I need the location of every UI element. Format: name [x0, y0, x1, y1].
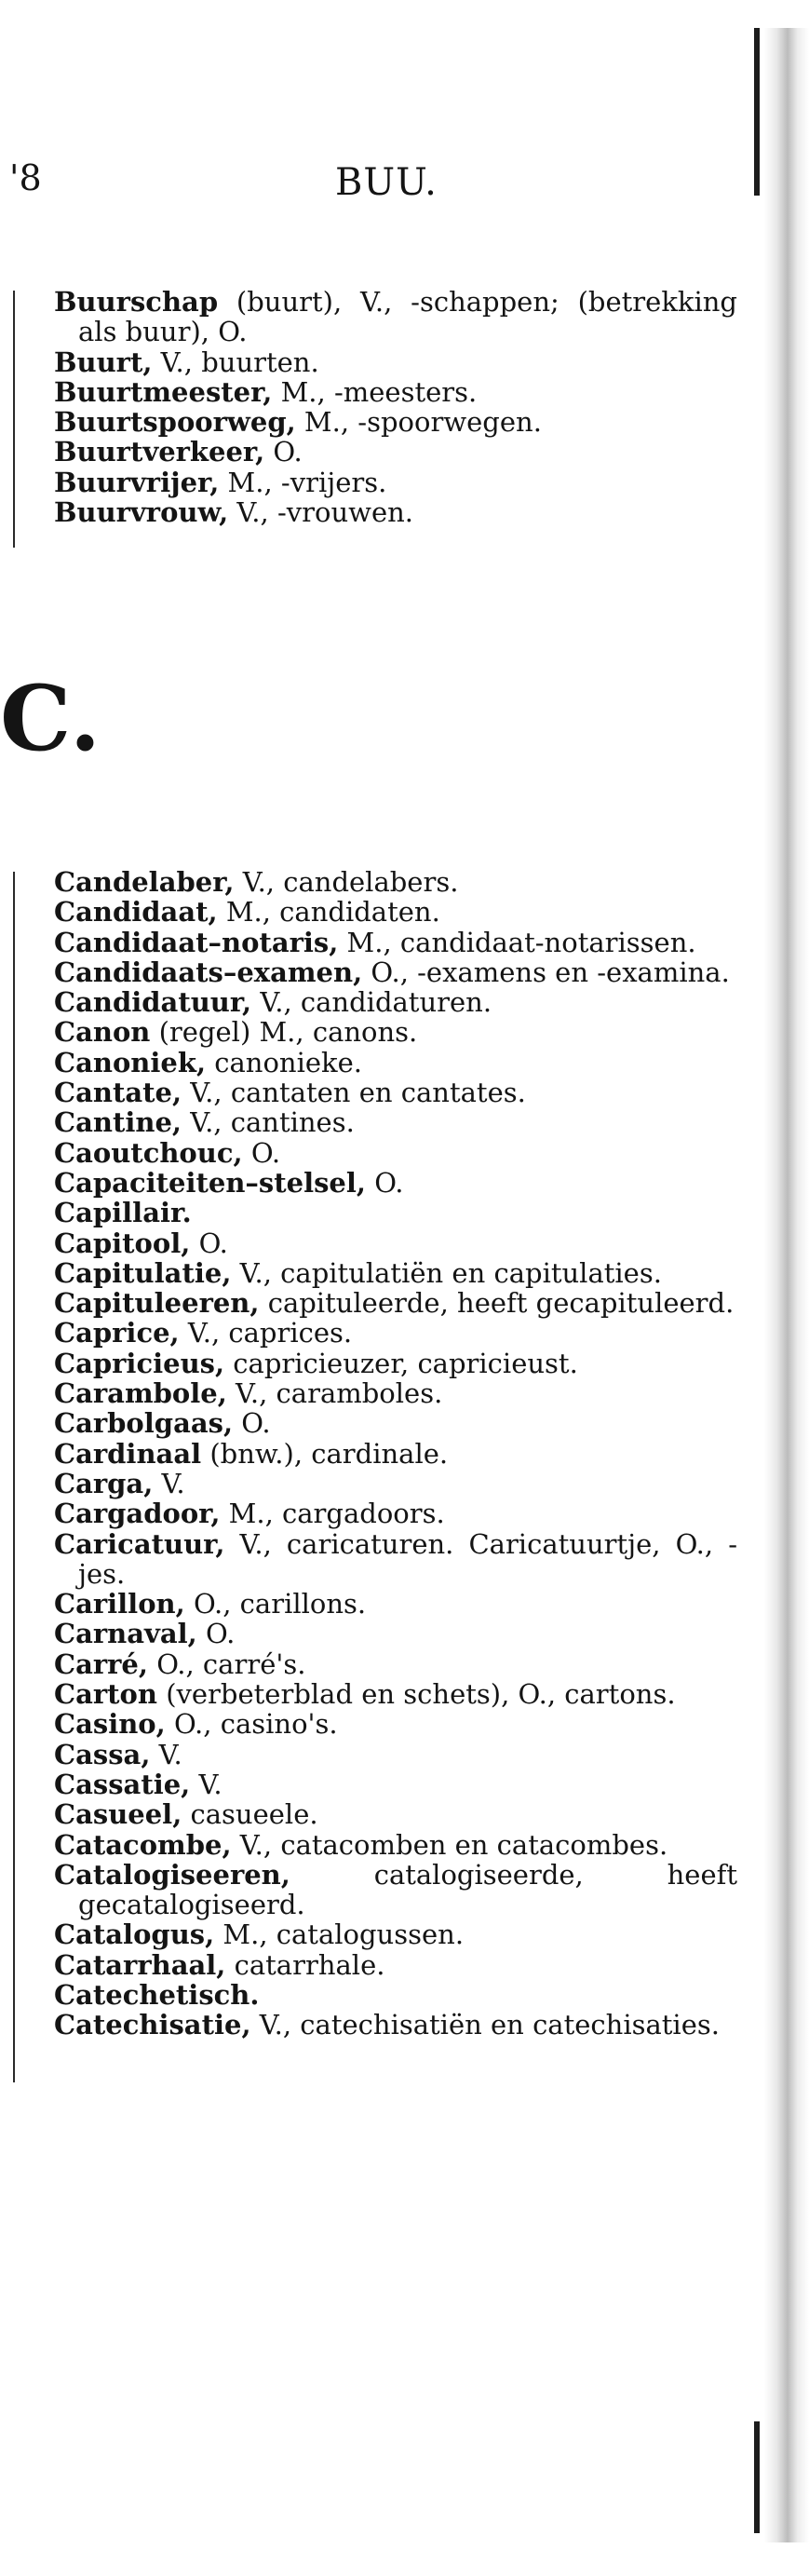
dictionary-entry: [54, 1860, 737, 1920]
headword: Canoniek,: [54, 1046, 207, 1078]
entry-definition: casueele.: [182, 1798, 318, 1831]
entry-definition: V., caprices.: [179, 1317, 353, 1349]
headword: Capillair.: [54, 1197, 192, 1229]
headword: Capricieus,: [54, 1347, 225, 1379]
headword: Cassatie,: [54, 1768, 191, 1800]
headword: Carnaval,: [54, 1618, 197, 1650]
entry-definition: V., buurten.: [152, 346, 319, 378]
headword: Cantine,: [54, 1106, 182, 1139]
dictionary-entry: [54, 1709, 737, 1739]
headword: Capitulatie,: [54, 1256, 232, 1289]
headword: Carillon,: [54, 1588, 185, 1620]
entry-definition: O.: [233, 1407, 271, 1440]
dictionary-entry: [54, 1619, 737, 1648]
entry-definition: canonieke.: [206, 1046, 363, 1078]
entry-definition: V., candelabers.: [234, 866, 459, 898]
entry-list: [54, 867, 737, 2040]
headword: Capitool,: [54, 1227, 191, 1259]
headword: Catarrhaal,: [54, 1948, 226, 1981]
entry-definition: M., catalogussen.: [214, 1918, 465, 1951]
entry-definition: capricieuzer, capricieust.: [224, 1347, 578, 1379]
page-edge-line: [754, 28, 760, 196]
dictionary-entry: [54, 1799, 737, 1829]
entry-definition: M., cargadoors.: [220, 1498, 445, 1530]
headword: Casueel,: [54, 1798, 182, 1831]
headword: Caricatuur,: [54, 1527, 225, 1560]
dictionary-entry: [54, 1168, 737, 1198]
section-letter: C.: [0, 666, 101, 771]
entry-definition: (buurt), V., -schappen; (betrekking als buur), O.: [78, 286, 737, 348]
headword: Carambole,: [54, 1377, 227, 1410]
dictionary-entry: [54, 1378, 737, 1408]
margin-rule: [13, 291, 15, 548]
entry-definition: (bnw.), cardinale.: [201, 1437, 449, 1470]
entry-definition: (verbeterblad en schets), O., cartons.: [156, 1678, 676, 1711]
headword: Candidaats–examen,: [54, 956, 363, 988]
dictionary-entry: [54, 407, 737, 437]
dictionary-entry: [54, 1198, 737, 1227]
headword: Buurschap: [54, 286, 219, 318]
headword: Capaciteiten–stelsel,: [54, 1166, 366, 1199]
entry-definition: V., capitulatiën en capitulaties.: [231, 1256, 662, 1289]
entry-definition: O.: [190, 1227, 228, 1259]
dictionary-entry: [54, 287, 737, 347]
dictionary-entry: [54, 1980, 737, 2010]
dictionary-entry: [54, 1258, 737, 1288]
headword: Carbolgaas,: [54, 1407, 234, 1440]
entry-definition: V.: [150, 1738, 182, 1770]
entry-definition: catalogiseerde, heeft gecatalogiseerd.: [78, 1858, 737, 1921]
dictionary-entry: [54, 1649, 737, 1679]
page-number: '8: [9, 157, 42, 198]
headword: Buurvrijer,: [54, 466, 220, 498]
entry-definition: V., caricaturen. Caricatuurtje, O., -jes.: [78, 1527, 737, 1590]
entry-definition: O., -examens en -examina.: [362, 956, 730, 988]
dictionary-entry: [54, 928, 737, 957]
dictionary-entry: [54, 1740, 737, 1769]
dictionary-entry: [54, 1830, 737, 1860]
headword: Catechisatie,: [54, 2009, 251, 2041]
entry-definition: V., -vrouwen.: [228, 496, 414, 529]
headword: Catacombe,: [54, 1828, 232, 1861]
dictionary-entry: [54, 2010, 737, 2040]
dictionary-entry: [54, 1349, 737, 1378]
headword: Buurtmeester,: [54, 375, 273, 408]
headword: Carré,: [54, 1647, 148, 1680]
headword: Cardinaal: [54, 1437, 202, 1470]
dictionary-entry: [54, 1228, 737, 1258]
entry-definition: M., candidaat-notarissen.: [338, 926, 696, 958]
entry-definition: O.: [196, 1618, 236, 1650]
entry-definition: O.: [366, 1166, 404, 1199]
dictionary-entry: [54, 1769, 737, 1799]
dictionary-entry: [54, 1288, 737, 1318]
headword: Buurvrouw,: [54, 496, 229, 529]
dictionary-entry: [54, 437, 737, 467]
dictionary-entry: [54, 1679, 737, 1709]
entry-definition: O., carré's.: [147, 1647, 306, 1680]
page-edge-shadow: [764, 28, 809, 2542]
dictionary-entry: [54, 1469, 737, 1498]
headword: Capituleeren,: [54, 1287, 260, 1320]
entry-definition: M., -spoorwegen.: [295, 406, 542, 439]
dictionary-entry: [54, 347, 737, 377]
dictionary-entry: [54, 1078, 737, 1107]
entry-definition: V., catechisatiën en catechisaties.: [250, 2009, 720, 2041]
dictionary-entry: [54, 1589, 737, 1619]
entry-definition: O.: [242, 1136, 281, 1169]
margin-rule: [13, 872, 15, 2082]
dictionary-entry: [54, 957, 737, 987]
headword: Catechetisch.: [54, 1978, 260, 2011]
entry-definition: V., cantines.: [182, 1106, 355, 1139]
entry-definition: M., -meesters.: [272, 375, 478, 408]
headword: Catalogus,: [54, 1918, 215, 1951]
dictionary-entry: [54, 1919, 737, 1949]
entry-definition: catarrhale.: [225, 1948, 385, 1981]
headword: Candidaat–notaris,: [54, 926, 339, 958]
dictionary-entry: [54, 1498, 737, 1528]
entry-definition: (regel) M., canons.: [150, 1016, 418, 1049]
headword: Caoutchouc,: [54, 1136, 243, 1169]
entry-definition: M., candidaten.: [217, 896, 440, 929]
headword: Cantate,: [54, 1077, 182, 1109]
dictionary-entry: [54, 987, 737, 1017]
headword: Catalogiseeren,: [54, 1858, 290, 1891]
dictionary-entry: [54, 1048, 737, 1078]
dictionary-entry: [54, 1318, 737, 1348]
headword: Carga,: [54, 1467, 154, 1499]
dictionary-entry: [54, 1138, 737, 1168]
headword: Cargadoor,: [54, 1498, 221, 1530]
headword: Caprice,: [54, 1317, 180, 1349]
entry-definition: V., caramboles.: [226, 1377, 443, 1410]
dictionary-entry: [54, 377, 737, 407]
running-head: BUU.: [335, 161, 438, 204]
headword: Casino,: [54, 1708, 166, 1741]
entry-definition: O., casino's.: [165, 1708, 338, 1741]
dictionary-entry: [54, 1950, 737, 1980]
dictionary-entry: [54, 468, 737, 497]
headword: Candidaat,: [54, 896, 218, 929]
headword: Canon: [54, 1016, 151, 1049]
page-edge-line: [754, 2421, 760, 2533]
entry-definition: O., carillons.: [184, 1588, 367, 1620]
headword: Candidatuur,: [54, 986, 252, 1019]
entry-definition: O.: [264, 436, 303, 468]
entry-definition: V., candidaturen.: [251, 986, 492, 1019]
dictionary-entry: [54, 1017, 737, 1047]
headword: Buurtspoorweg,: [54, 406, 296, 439]
headword: Buurtverkeer,: [54, 436, 265, 468]
headword: Candelaber,: [54, 866, 235, 898]
dictionary-entry: [54, 1408, 737, 1438]
dictionary-entry: [54, 867, 737, 897]
dictionary-entry: [54, 497, 737, 527]
headword: Carton: [54, 1678, 157, 1711]
dictionary-entry: [54, 897, 737, 927]
dictionary-entry: [54, 1529, 737, 1590]
entry-definition: V.: [153, 1467, 185, 1499]
entry-definition: V., cantaten en cantates.: [182, 1077, 526, 1109]
dictionary-entry: [54, 1107, 737, 1137]
entry-definition: V., catacomben en catacombes.: [231, 1828, 668, 1861]
headword: Buurt,: [54, 346, 153, 378]
dictionary-entry: [54, 1439, 737, 1469]
headword: Cassa,: [54, 1738, 151, 1770]
entry-definition: M., -vrijers.: [219, 466, 387, 498]
entry-definition: capituleerde, heeft gecapituleerd.: [259, 1287, 735, 1320]
entry-definition: V.: [190, 1768, 222, 1800]
entry-list: [54, 287, 737, 527]
